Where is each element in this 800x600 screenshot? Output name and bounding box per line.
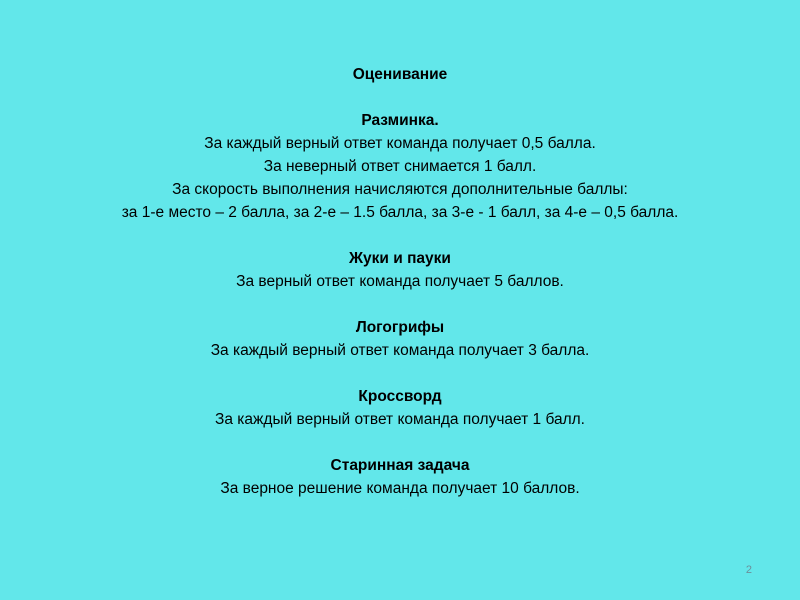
section-bugs-and-spiders: [0, 247, 800, 293]
section-line: За каждый верный ответ команда получает 0,5 балла.: [204, 135, 596, 152]
section-logogriphs: [0, 316, 800, 362]
section-warmup: [0, 109, 800, 224]
section-line: За скорость выполнения начисляются дополнительные баллы:: [172, 181, 628, 198]
page-number: 2: [745, 564, 752, 576]
spacer: [0, 224, 800, 247]
section-line: За верное решение команда получает 10 баллов.: [220, 480, 580, 497]
section-crossword: [0, 385, 800, 431]
section-heading: Кроссворд: [358, 388, 442, 405]
section-line: За каждый верный ответ команда получает 1 балл.: [215, 411, 585, 428]
spacer: [0, 431, 800, 454]
section-ancient-problem: [0, 454, 800, 500]
section-heading: Старинная задача: [330, 457, 470, 474]
section-heading: Жуки и пауки: [349, 250, 451, 267]
slide-title: Оценивание: [352, 66, 448, 83]
spacer: [0, 293, 800, 316]
section-line: за 1-е место – 2 балла, за 2-е – 1.5 балла, за 3-е - 1 балл, за 4-е – 0,5 балла.: [121, 204, 679, 221]
section-line: За неверный ответ снимается 1 балл.: [263, 158, 537, 175]
section-line: За верный ответ команда получает 5 баллов.: [236, 273, 564, 290]
spacer: [0, 86, 800, 109]
section-heading: Логогрифы: [355, 319, 445, 336]
section-heading: Разминка.: [361, 112, 439, 129]
section-line: За каждый верный ответ команда получает 3 балла.: [210, 342, 590, 359]
spacer: [0, 362, 800, 385]
slide-content: [0, 63, 800, 500]
